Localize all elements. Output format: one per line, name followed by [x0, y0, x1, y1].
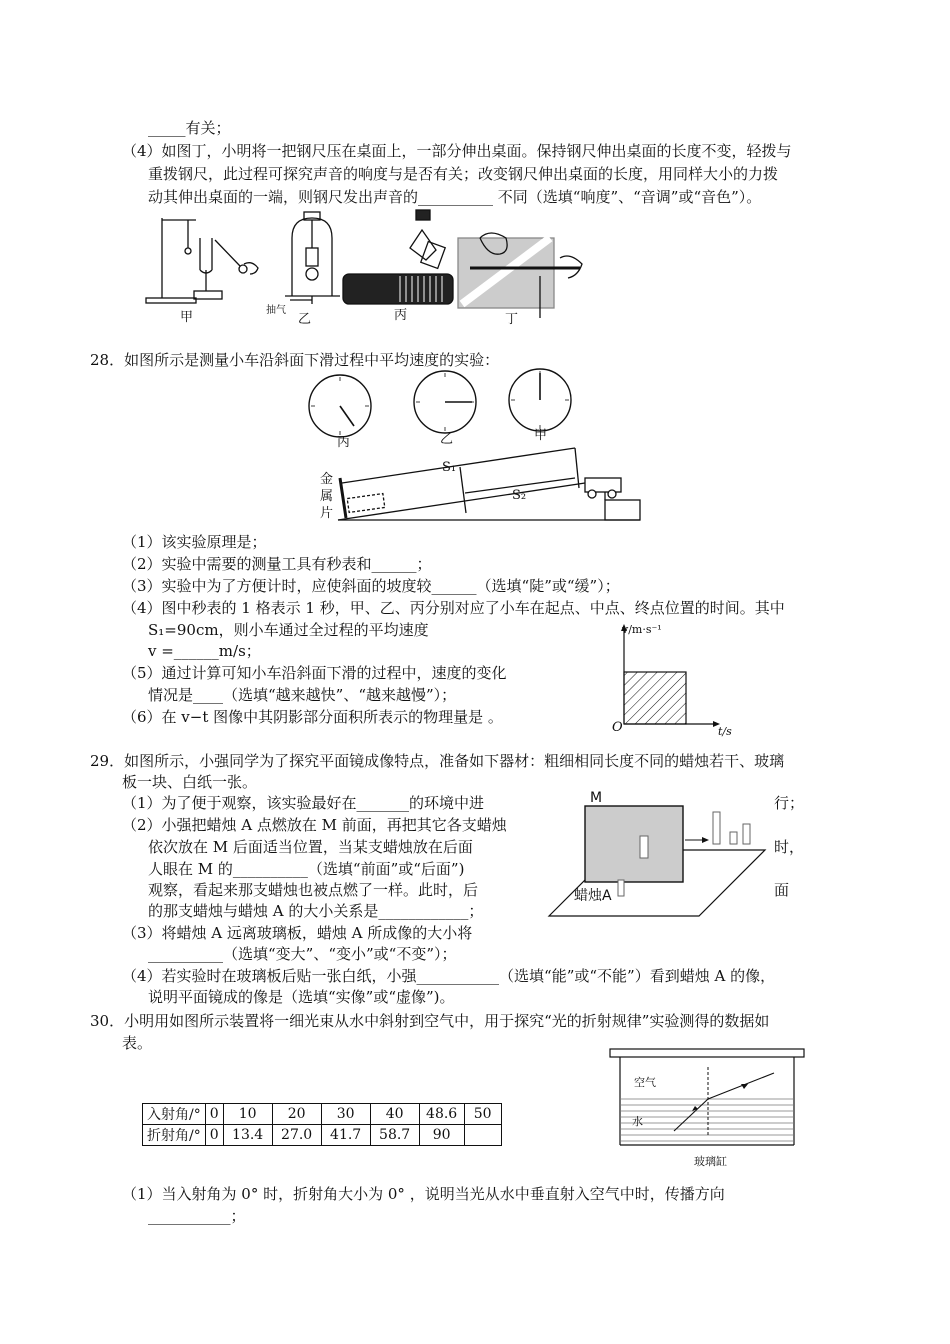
- q29-2-c: 人眼在 M 的__________（选填“前面”或“后面”): [148, 860, 465, 878]
- q27-line-1: _____有关；: [148, 119, 231, 137]
- q28-2: （2）实验中需要的测量工具有秒表和______；: [122, 555, 432, 573]
- q29-3-a: （3）将蜡烛 A 远离玻璃板，蜡烛 A 所成像的大小将: [122, 924, 473, 942]
- s1-text: S₁: [442, 460, 457, 475]
- q27-4-line-2: 重拨钢尺，此过程可探究声音的响度与是否有关；改变钢尺伸出桌面的长度，用同样大小的力拨: [148, 165, 779, 183]
- q29-4-a: （4）若实验时在玻璃板后贴一张白纸，小强___________（选填“能”或“不能”）看到蜡烛 A 的像，: [122, 967, 776, 985]
- fig27-label-jia: 甲: [180, 310, 194, 325]
- q28-4-c: v =______m/s；: [148, 642, 261, 660]
- fig27-label-pump: 抽气: [266, 305, 286, 316]
- q28-4-b: S₁=90cm，则小车通过全过程的平均速度: [148, 621, 429, 639]
- q29-title-a: 29．如图所示，小强同学为了探究平面镜成像特点，准备如下器材：粗细相同长度不同的蜡烛若干、玻璃: [90, 752, 785, 770]
- table-head-incidence: 入射角/°: [143, 1104, 206, 1125]
- q29-2-right: 时，: [774, 838, 805, 856]
- q27-4-line-1: （4）如图丁，小明将一把钢尺压在桌面上，一部分伸出桌面。保持钢尺伸出桌面的长度不变，轻拨与: [122, 142, 792, 160]
- fig27-label-bing: 丙: [394, 308, 408, 323]
- stopwatch-jia-label: 甲: [534, 428, 548, 443]
- tank-caption: 玻璃缸: [694, 1155, 727, 1168]
- fig27-label-ding: 丁: [505, 312, 519, 327]
- metal-label-2: 属: [320, 489, 334, 504]
- q29-4-b: 说明平面镜成的像是（选填“实像”或“虚像”)。: [148, 988, 455, 1006]
- q29-title-b: 板一块、白纸一张。: [122, 773, 258, 791]
- table-row-incidence: [143, 1104, 502, 1125]
- tank-air-label: 空气: [634, 1076, 656, 1089]
- tank-water-label: 水: [632, 1115, 643, 1128]
- table-cell: 10: [223, 1104, 272, 1125]
- table-cell: 90: [419, 1125, 464, 1146]
- table-cell: 58.7: [370, 1125, 419, 1146]
- table-cell: 20: [272, 1104, 321, 1125]
- table-head-refraction: 折射角/°: [143, 1125, 206, 1146]
- table-cell: 0: [205, 1104, 223, 1125]
- q30-title-b: 表。: [122, 1034, 153, 1052]
- q28-title: 28．如图所示是测量小车沿斜面下滑过程中平均速度的实验：: [90, 351, 500, 369]
- vt-xlabel: t/s: [718, 725, 732, 738]
- q30-1-b: ___________；: [148, 1207, 246, 1225]
- sound-experiments-figure: [140, 208, 600, 323]
- q28-4-a: （4）图中秒表的 1 格表示 1 秒，甲、乙、丙分别对应了小车在起点、中点、终点位置的时间。其中: [122, 599, 785, 617]
- q29-1-right: 行；: [774, 794, 805, 812]
- table-cell: 27.0: [272, 1125, 321, 1146]
- table-cell: 41.7: [321, 1125, 370, 1146]
- q28-6: （6）在 v−t 图像中其阴影部分面积所表示的物理量是 。: [122, 708, 503, 726]
- q29-2-right-2: 面: [774, 881, 790, 899]
- incline-stopwatch-figure: [300, 368, 645, 528]
- refraction-data-table: [142, 1103, 502, 1146]
- q29-2-e: 的那支蜡烛与蜡烛 A 的大小关系是____________；: [148, 902, 484, 920]
- q29-2-a: （2）小强把蜡烛 A 点燃放在 M 前面，再把其它各支蜡烛: [122, 816, 507, 834]
- q30-1-a: （1）当入射角为 0° 时，折射角大小为 0° ，说明当光从水中垂直射入空气中时，传播方向: [122, 1185, 725, 1203]
- table-cell: 0: [205, 1125, 223, 1146]
- vt-ylabel: v/m·s⁻¹: [622, 623, 662, 636]
- q27-4-line-3: 动其伸出桌面的一端，则钢尺发出声音的__________ 不同（选填“响度”、“音调”或“音色”）。: [148, 188, 762, 206]
- table-cell: 40: [370, 1104, 419, 1125]
- q29-1: （1）为了便于观察，该实验最好在_______的环境中进: [122, 794, 485, 812]
- glass-tank-figure: [608, 1047, 808, 1155]
- q28-1: （1）该实验原理是；: [122, 533, 267, 551]
- table-cell: 48.6: [419, 1104, 464, 1125]
- q28-5-b: 情况是____（选填“越来越快”、“越来越慢”）；: [148, 686, 457, 704]
- table-cell: 30: [321, 1104, 370, 1125]
- fig27-label-yi: 乙: [298, 312, 312, 327]
- table-row-refraction: [143, 1125, 502, 1146]
- table-cell: [464, 1125, 501, 1146]
- q28-5-a: （5）通过计算可知小车沿斜面下滑的过程中，速度的变化: [122, 664, 507, 682]
- table-cell: 13.4: [223, 1125, 272, 1146]
- q28-3: （3）实验中为了方便计时，应使斜面的坡度较______（选填“陡”或“缓”）；: [122, 577, 620, 595]
- metal-label-3: 片: [320, 506, 334, 521]
- q30-title-a: 30．小明用如图所示装置将一细光束从水中斜射到空气中，用于探究“光的折射规律”实验测得的数据如: [90, 1012, 770, 1030]
- q29-3-b: __________（选填“变大”、“变小”或“不变”）；: [148, 945, 457, 963]
- stopwatch-bing-label: 丙: [337, 435, 351, 450]
- vt-origin: O: [612, 720, 623, 735]
- table-cell: 50: [464, 1104, 501, 1125]
- metal-label-1: 金: [320, 472, 334, 487]
- stopwatch-yi-label: 乙: [440, 432, 454, 447]
- q29-2-b: 依次放在 M 后面适当位置，当某支蜡烛放在后面: [148, 838, 473, 856]
- q29-2-d: 观察，看起来那支蜡烛也被点燃了一样。此时，后: [148, 881, 479, 899]
- candle-a-label: 蜡烛A: [574, 888, 612, 904]
- s2-text: S₂: [512, 488, 527, 503]
- mirror-label: M: [590, 790, 603, 806]
